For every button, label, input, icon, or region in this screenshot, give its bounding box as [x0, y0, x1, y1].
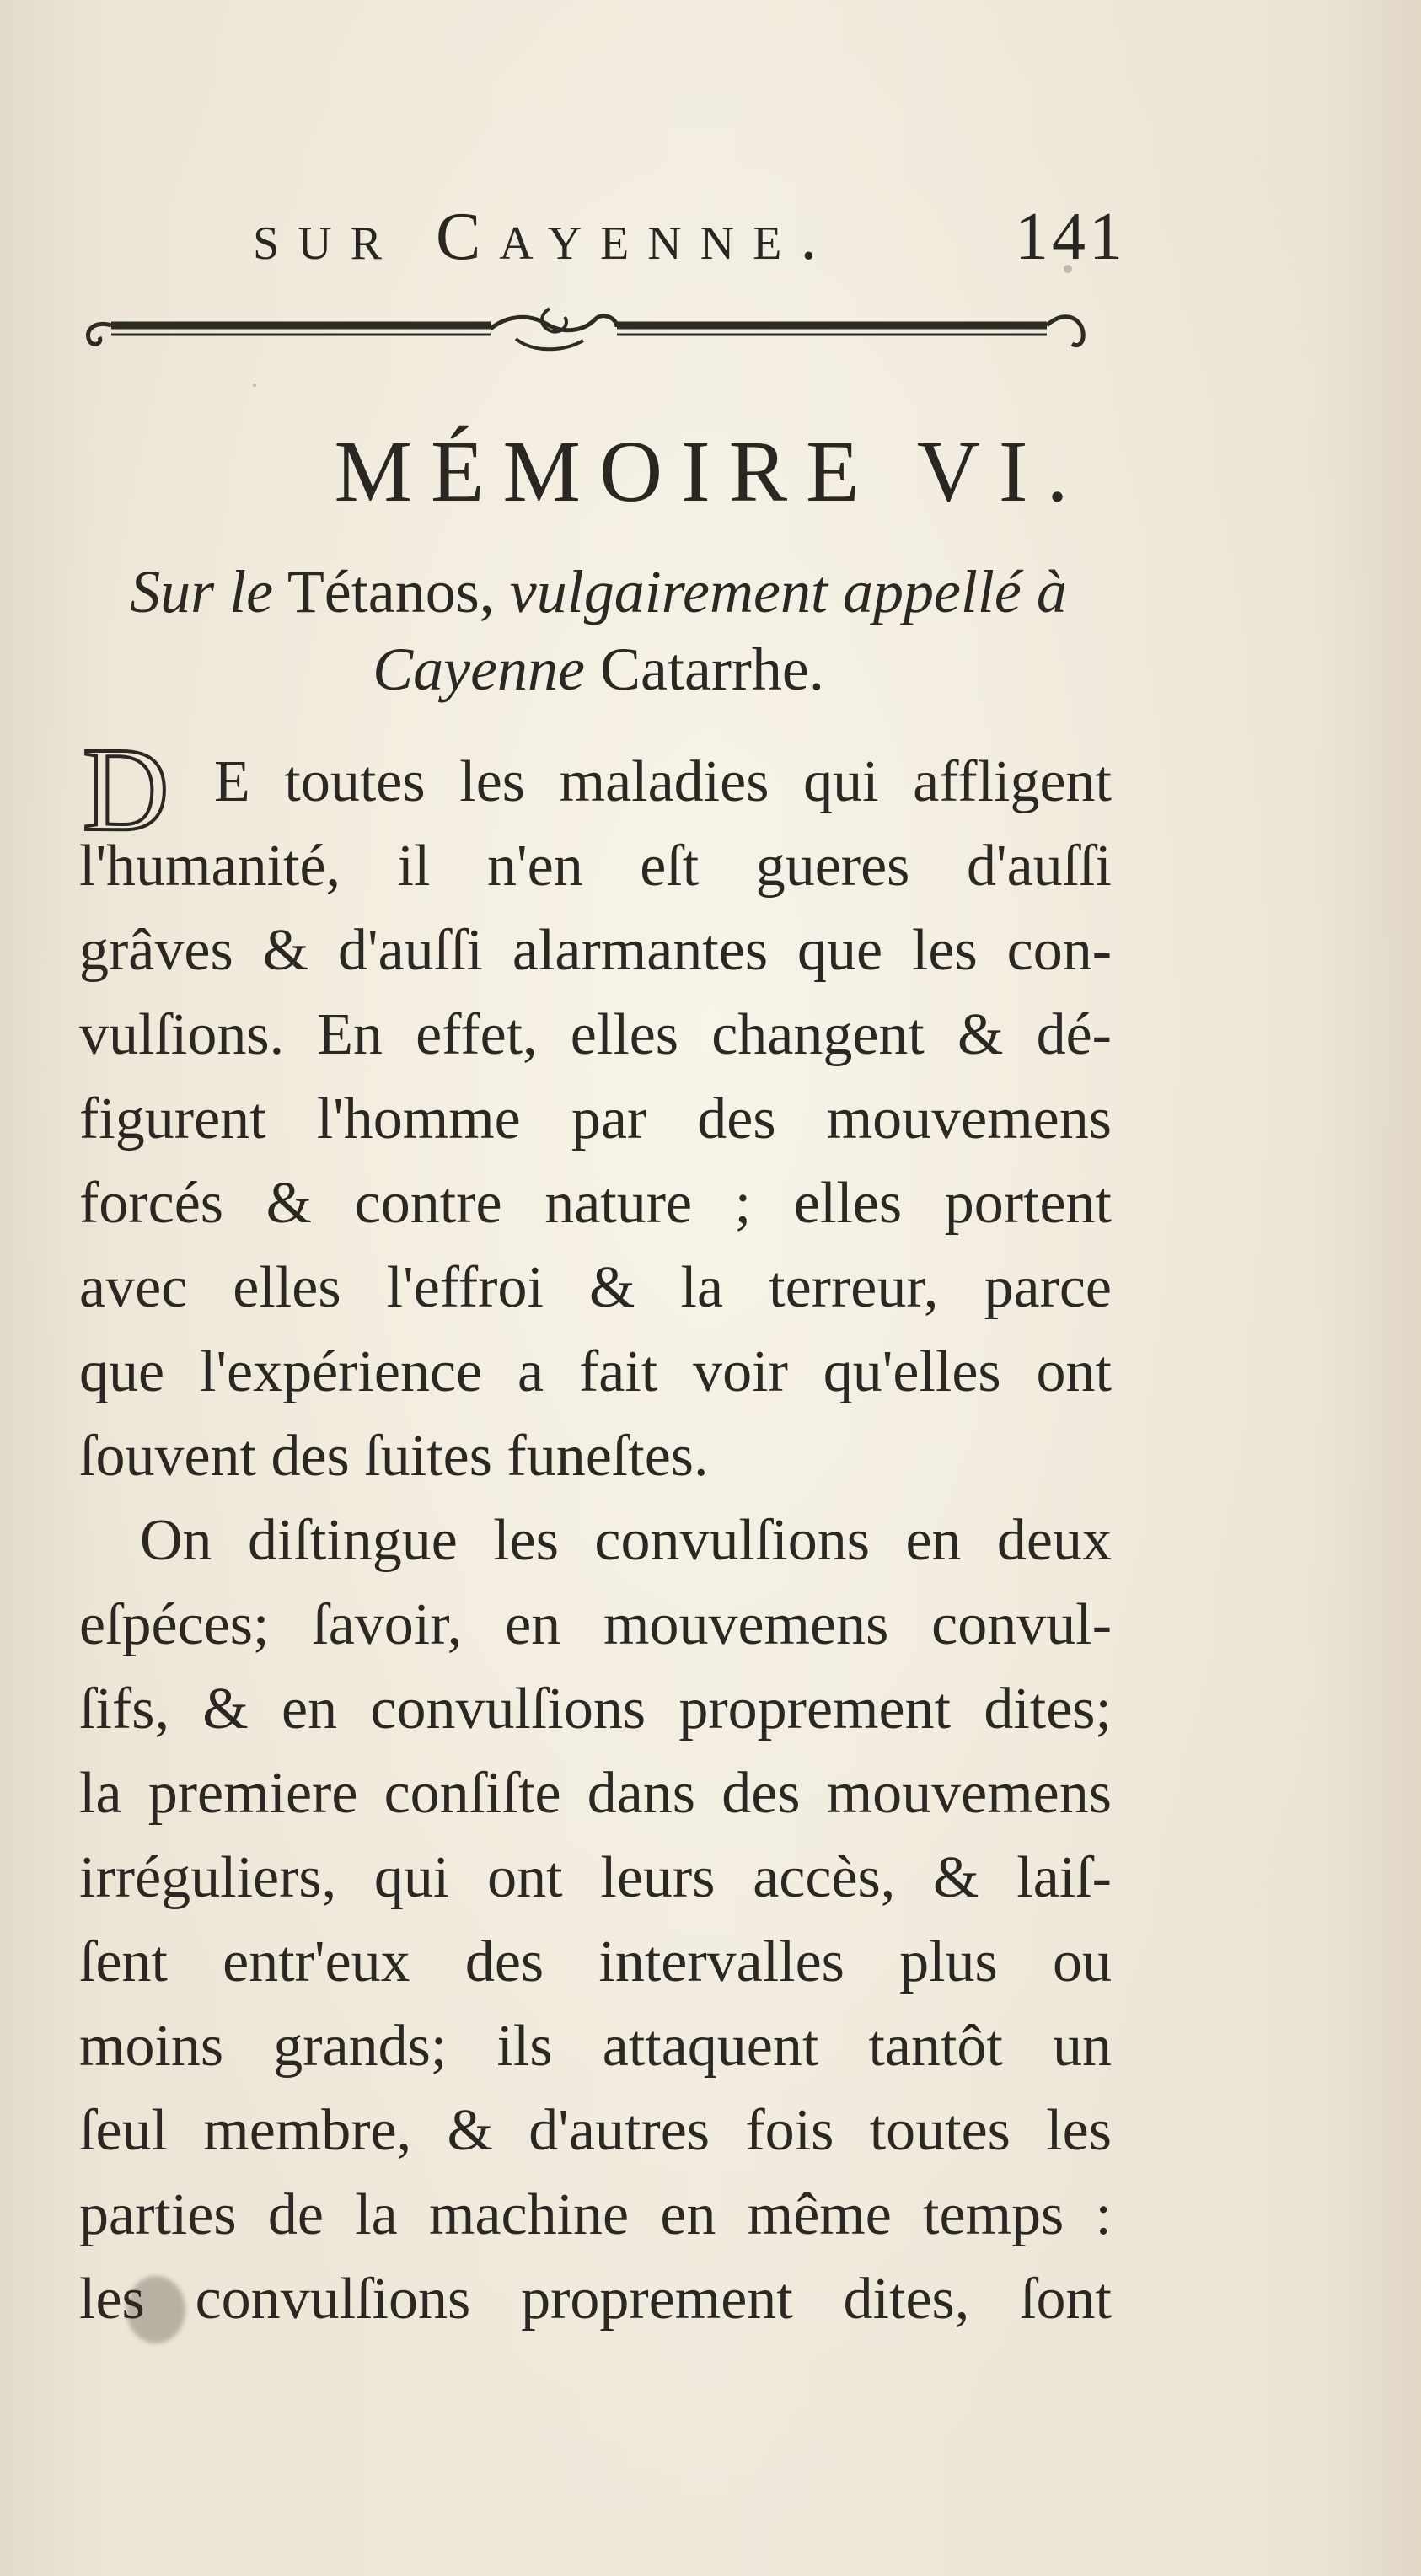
text-line: irréguliers, qui ont leurs accès, & laiſ-: [79, 1845, 1112, 1910]
drop-cap-letter: [79, 740, 197, 840]
subtitle-part: vulgairement appellé à: [509, 558, 1067, 625]
subtitle-part: Tétanos,: [287, 558, 495, 625]
paper-stain: [253, 384, 256, 387]
subtitle-part: Catarrhe.: [600, 636, 824, 703]
text-line: la premiere conſiſte dans des mouvemens: [79, 1761, 1112, 1826]
memoir-subtitle-line-2: [93, 634, 1104, 705]
text-line: que l'expérience a fait voir qu'elles ont: [79, 1339, 1112, 1404]
text-line: On diſtingue les convulſions en deux: [140, 1508, 1112, 1573]
memoir-subtitle-line-1: [93, 556, 1104, 627]
running-head-title: sur Cayenne.: [253, 200, 836, 274]
text-line: parties de la machine en même temps :: [79, 2182, 1112, 2247]
text-line: ſent entr'eux des intervalles plus ou: [79, 1929, 1112, 1994]
text-line: ſouvent des ſuites funeſtes.: [79, 1424, 709, 1489]
subtitle-part: Cayenne: [373, 636, 586, 703]
text-line: ſifs, & en convulſions proprement dites;: [79, 1677, 1112, 1741]
text-line: E toutes les maladies qui affligent: [214, 749, 1112, 814]
body-text: [79, 740, 1112, 2342]
text-line: grâves & d'auſſi alarmantes que les con-: [79, 918, 1112, 983]
ornamental-rule: [78, 300, 1097, 356]
text-line: eſpéces; ſavoir, en mouvemens convul-: [79, 1592, 1112, 1657]
text-line: avec elles l'effroi & la terreur, parce: [79, 1255, 1112, 1320]
memoir-title: MÉMOIRE VI.: [334, 423, 1087, 520]
text-line: moins grands; ils attaquent tantôt un: [79, 2014, 1112, 2079]
text-line: les convulſions proprement dites, ſont: [79, 2267, 1112, 2332]
text-line: figurent l'homme par des mouvemens: [79, 1087, 1112, 1151]
subtitle-part: le: [229, 558, 274, 625]
text-line: l'humanité, il n'en eſt gueres d'auſſi: [79, 834, 1112, 899]
running-head: [0, 199, 1421, 275]
drop-cap-text: D: [83, 740, 169, 840]
subtitle-part: Sur: [130, 558, 215, 625]
page-number: 141: [1015, 200, 1126, 274]
text-line: forcés & contre nature ; elles portent: [79, 1171, 1112, 1236]
text-line: ſeul membre, & d'autres fois toutes les: [79, 2098, 1112, 2163]
text-line: vulſions. En effet, elles changent & dé-: [79, 1002, 1112, 1067]
